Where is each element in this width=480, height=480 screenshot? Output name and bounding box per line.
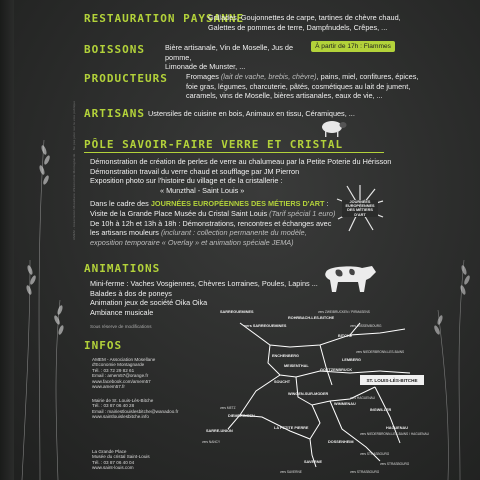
producteurs-line-1-end: , pains, miel, confitures, épices, <box>316 72 419 81</box>
restauration-title: RESTAURATION PAYSANNE <box>84 12 245 25</box>
dir-niederbronn: vers NIEDERBRONN-LES-BAINS <box>356 350 405 354</box>
town-enchenberg: ENCHENBERG <box>272 354 300 358</box>
pole-line-2: Démonstration travail du verre chaud et soufflage par JM Pierron <box>90 166 300 176</box>
sheep-illustration <box>318 118 348 138</box>
town-meisenthal: MEISENTHAL <box>284 364 309 368</box>
pole-line-4: « Munzthal - Saint Louis » <box>160 185 245 195</box>
section-artisans <box>84 107 145 120</box>
producteurs-line-2: foie gras, légumes, charcuterie, pâtés, cosmétiques au lait de jument, <box>186 81 411 91</box>
pole-jema-colon: : <box>324 199 329 209</box>
pole-divider <box>84 152 384 153</box>
road-7 <box>310 405 320 467</box>
town-goetzenbruck: GOETZENBRUCK <box>320 368 353 372</box>
infos-amem-line-2: d'Economie Montagnarde <box>92 362 145 368</box>
producteurs-title: PRODUCTEURS <box>84 72 168 85</box>
town-wingen: WINGEN-SUR-MODER <box>288 392 329 396</box>
jema-logo-line-3: DES MÉTIERS <box>347 208 373 213</box>
boissons-text <box>165 43 315 72</box>
animations-line-3: Animation jeux de société Oika Oika <box>90 298 208 308</box>
dir-strasbourg-1: vers STRASBOURG <box>360 452 390 456</box>
town-lemberg: LEMBERG <box>342 358 361 362</box>
pole-visite: Visite de la Grande Place Musée du Cristal Saint Louis <box>90 208 270 218</box>
dir-nancy: vers NANCY <box>202 440 221 444</box>
dir-strasbourg-2: vers STRASBOURG <box>350 470 380 474</box>
wheat-illustration-right <box>430 240 480 480</box>
road-11 <box>350 329 405 335</box>
restauration-text <box>208 13 474 32</box>
section-boissons <box>84 43 145 56</box>
infos-amem-line-1: AMEM - Association Mosellane <box>92 357 156 362</box>
infos-mairie-email[interactable]: Email : mairiestlouislesbitche@wanadoo.fr <box>92 408 179 414</box>
pole-line-9: exposition temporaire « Overlay » et animation spéciale JEMA) <box>90 237 294 247</box>
wheat-illustration-left <box>0 0 80 480</box>
pole-inclurant: (inclurant : collection permanente du modèle, <box>160 228 307 238</box>
boissons-line-1: Bière artisanale, Vin de Moselle, Jus de pomme, <box>165 43 294 62</box>
infos-gp-line-2: Musée du cristal Saint-Louis <box>92 454 150 460</box>
road-3 <box>320 345 332 385</box>
town-diemeringen: DIEMERINGEN <box>228 414 255 418</box>
dir-haguenau: vers HAGUENAU <box>350 396 375 400</box>
infos-amem-facebook[interactable]: www.facebook.com/amem57 <box>92 378 151 384</box>
town-haguenau: HAGUENAU <box>386 426 408 430</box>
dir-zweibrucken: vers ZWEIBRUCKEN / PIRMASENS <box>318 310 370 314</box>
pole-tarif: (Tarif spécial 1 euro) <box>269 208 336 218</box>
jema-logo-line-4: D'ART <box>354 212 366 217</box>
road-map <box>200 305 430 477</box>
restauration-line-2: Galettes de pommes de terre, Dampfnudels, Crêpes, ... <box>208 22 388 32</box>
animations-note: Sous réserve de modifications <box>90 324 152 329</box>
pole-title: PÔLE SAVOIR-FAIRE VERRE ET CRISTAL <box>84 138 344 151</box>
animations-line-1: Mini-ferme : Vaches Vosgiennes, Chèvres Lorraines, Poules, Lapins ... <box>90 279 318 288</box>
town-saverne: SAVERNE <box>304 460 323 464</box>
infos-amem-email[interactable]: Email : amem57@orange.fr <box>92 373 149 379</box>
producteurs-line-1 <box>186 72 466 82</box>
dir-strasbourg-3: vers STRASBOURG <box>380 462 410 466</box>
town-la-petite-pierre: LA PETITE PIERRE <box>274 426 309 430</box>
producteurs-fromages: Fromages <box>186 72 221 81</box>
dir-sarreguemines: vers SARREGUEMINES <box>244 324 287 328</box>
infos-mairie-phone: Tél. : 03 87 06 40 28 <box>92 403 135 409</box>
animations-line-4: Ambiance musicale <box>90 307 154 317</box>
artisans-title: ARTISANS <box>84 107 145 120</box>
cow-illustration <box>318 258 378 300</box>
road-12 <box>380 371 410 373</box>
section-pole <box>84 138 343 151</box>
boissons-line-2: Limonade de Munster, ... <box>165 62 246 72</box>
producteurs-line-3: caramels, vins de Moselle, bières artisanales, eaux de vie, ... <box>186 91 383 101</box>
jema-logo <box>335 183 385 233</box>
town-wimmenau: WIMMENAU <box>334 402 356 406</box>
road-6 <box>228 375 280 429</box>
vertical-footer-text: AMEM - Association Mosellane d'Economie Montagnarde · Ne pas jeter sur la voie publique <box>72 100 76 240</box>
dir-saverne: vers SAVERNE <box>280 470 302 474</box>
section-producteurs <box>84 72 168 85</box>
infos-title: INFOS <box>84 339 123 352</box>
animations-line-2: Balades à dos de poneys <box>90 288 172 298</box>
jema-logo-line-1: JOURNÉES <box>349 200 371 204</box>
boissons-title: BOISSONS <box>84 43 145 56</box>
pole-mouleurs: les artisans mouleurs <box>90 228 161 238</box>
infos-mairie-website[interactable]: www.saintlouislesbitche.info <box>92 414 149 420</box>
town-dossenheim: DOSSENHEIM <box>328 440 354 444</box>
dir-metz: vers METZ <box>220 406 236 410</box>
infos-grande-place <box>92 449 202 471</box>
pole-line-1: Démonstration de création de perles de verre au chalumeau par la Petite Poterie du Hérisson <box>90 157 392 166</box>
section-animations <box>84 262 160 275</box>
highlight-town-label: ST. LOUIS-LÈS-BITCHE <box>366 378 418 384</box>
infos-mairie <box>92 398 212 420</box>
pole-line-3: Exposition photo sur l'histoire du village et de la cristallerie : <box>90 176 283 186</box>
infos-mairie-line-1: Mairie de St. Louis-Lès-Bitche <box>92 398 154 403</box>
jema-logo-text <box>342 200 378 217</box>
infos-amem-website[interactable]: www.amem57.fr <box>92 384 125 390</box>
infos-amem <box>92 357 202 389</box>
pole-jema-name: JOURNÉES EUROPÉENNES DES MÉTIERS D'ART <box>150 199 325 209</box>
flammes-badge: À partir de 17h : Flammes <box>311 41 395 52</box>
infos-amem-phone: Tél. : 03 72 29 82 61 <box>92 367 135 373</box>
restauration-line-1: Grillades, Goujonnettes de carpe, tartines de chèvre chaud, <box>208 13 401 22</box>
jema-logo-line-2: EUROPÉENNES <box>345 204 375 209</box>
infos-gp-website[interactable]: www.saint-louis.com <box>92 465 134 471</box>
town-bitche: BITCHE <box>338 334 353 338</box>
dir-wissembourg: vers WISSEMBOURG <box>350 324 382 328</box>
infos-gp-line-1: La Grande Place <box>92 449 127 454</box>
pole-line-7: De 10h à 12h et 13h à 18h : Démonstrations, rencontres et échanges avec <box>90 218 332 228</box>
infos-gp-phone: Tél. : 03 87 06 40 04 <box>92 459 135 465</box>
section-infos <box>84 339 122 352</box>
animations-title: ANIMATIONS <box>84 262 161 275</box>
town-sarre-union: SARRE-UNION <box>206 429 233 433</box>
artisans-text: Ustensiles de cuisine en bois, Animaux en tissu, Céramiques, ... <box>148 109 355 118</box>
producteurs-lait-note: (lait de vache, brebis, chèvre) <box>220 72 317 81</box>
town-ingwiller: INGWILLER <box>370 408 392 412</box>
pole-jema-intro: Dans le cadre des <box>90 199 151 209</box>
town-soucht: SOUCHT <box>274 380 291 384</box>
dir-niederbronn-haguenau: vers NIEDERBRONN-LES-BAINS / HAGUENAU <box>360 432 429 436</box>
town-sarreguemines: SARREGUEMINES <box>220 310 254 314</box>
town-rohrbach: ROHRBACH-LES-BITCHE <box>288 316 335 320</box>
producteurs-text <box>186 72 466 101</box>
